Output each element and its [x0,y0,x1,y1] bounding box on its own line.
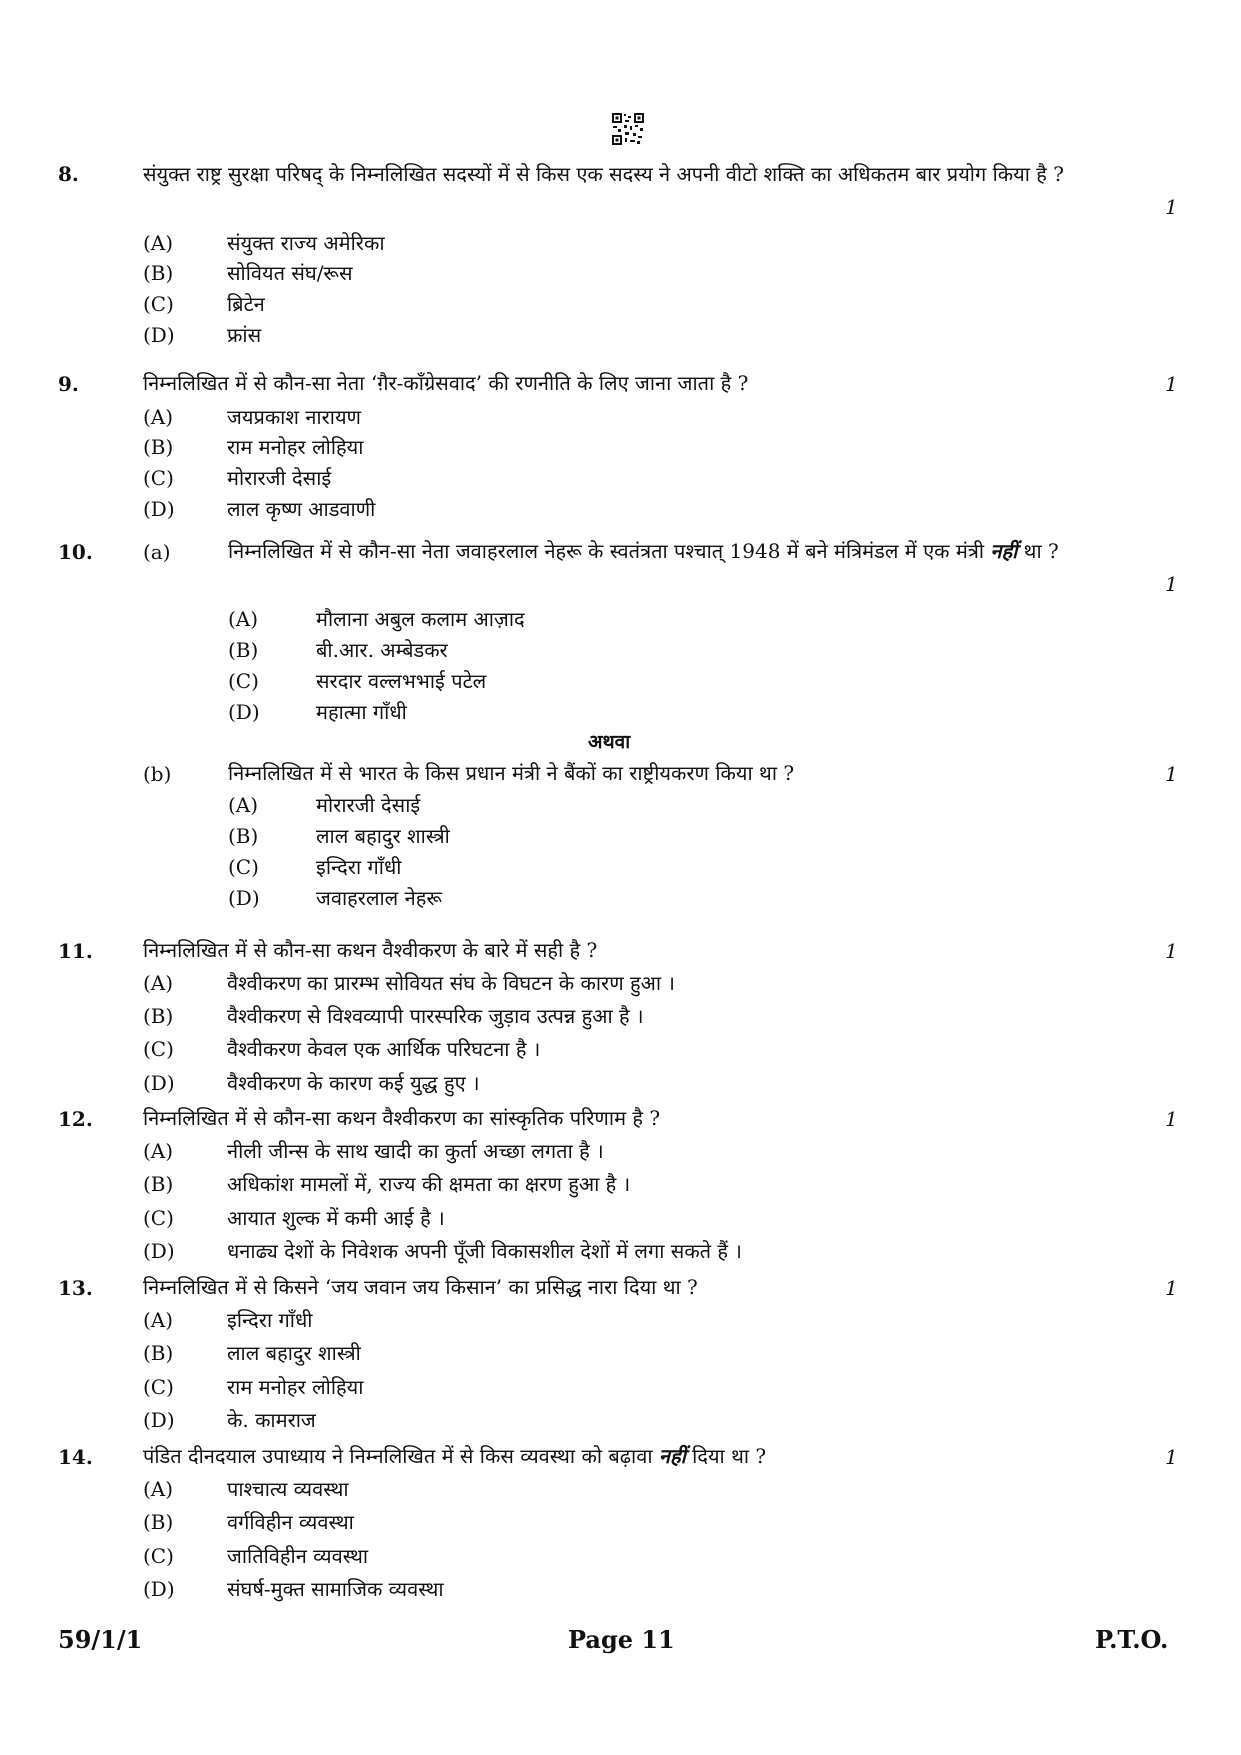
marks: 1 [1165,762,1178,786]
question-text: निम्नलिखित में से कौन-सा नेता ‘ग़ैर-काँग्रेसवाद’ की रणनीति के लिए जाना जाता है ? [143,371,749,395]
question-text: निम्नलिखित में से कौन-सा नेता जवाहरलाल नेहरू के स्वतंत्रता पश्चात् 1948 में बने मंत्रिमंडल में एक मंत्री नहीं था ? [228,539,1059,563]
question-number: 13. [58,1276,93,1300]
question-text: निम्नलिखित में से कौन-सा कथन वैश्वीकरण का सांस्कृतिक परिणाम है ? [143,1106,661,1130]
or-divider: अथवा [588,731,631,753]
emphasis-not: नहीं [658,1444,686,1468]
marks: 1 [1165,195,1178,219]
question-number: 14. [58,1445,93,1469]
question-text: निम्नलिखित में से कौन-सा कथन वैश्वीकरण के बारे में सही है ? [143,938,598,962]
question-text: पंडित दीनदयाल उपाध्याय ने निम्नलिखित में से किस व्यवस्था को बढ़ावा नहीं दिया था ? [143,1444,767,1468]
marks: 1 [1165,1107,1178,1131]
question-text: निम्नलिखित में से भारत के किस प्रधान मंत्री ने बैंकों का राष्ट्रीयकरण किया था ? [228,761,795,785]
qr-code [611,112,645,146]
pto-label: P.T.O. [1095,1625,1169,1654]
question-number: 10. [58,540,93,564]
marks: 1 [1165,1276,1178,1300]
page-number: Page 11 [568,1625,675,1654]
question-number: 11. [58,939,93,963]
sub-label-a: (a) [143,540,171,564]
question-text: निम्नलिखित में से किसने ‘जय जवान जय किसान’ का प्रसिद्ध नारा दिया था ? [143,1275,698,1299]
question-text: संयुक्त राष्ट्र सुरक्षा परिषद् के निम्नलिखित सदस्यों में से किस एक सदस्य ने अपनी वीटो शक्ति का अधिकतम बार प्रयोग किया है ? [143,162,1064,186]
question-number: 8. [58,162,79,186]
paper-code: 59/1/1 [58,1625,143,1654]
marks: 1 [1165,372,1178,396]
marks: 1 [1165,939,1178,963]
question-number: 9. [58,372,79,396]
sub-label-b: (b) [143,762,172,786]
emphasis-not: नहीं [990,539,1018,563]
marks: 1 [1165,1445,1178,1469]
marks: 1 [1165,572,1178,596]
question-number: 12. [58,1107,93,1131]
